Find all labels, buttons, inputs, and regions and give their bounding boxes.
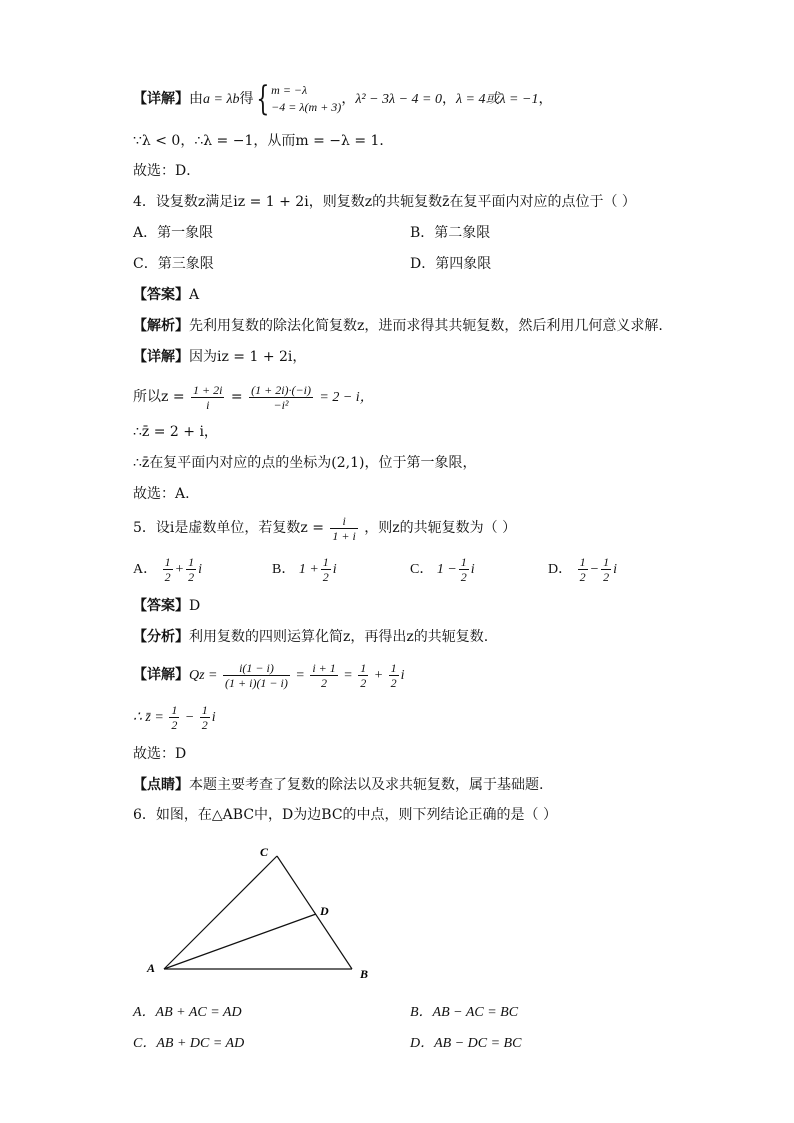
option-label: D． [548,562,573,577]
prev-detail-prefix: 由 [189,91,203,107]
fraction-denominator: 2 [579,570,586,585]
q5-conj-fraction-2 [200,703,210,732]
fraction-denominator: 2 [360,676,367,691]
fraction-numerator: 1 [171,703,178,718]
fraction-numerator: 1 [390,661,397,676]
q4-solution-line: 所以z = $\frac{1 + 2i}{i}$ = $\frac{(1 + 2i)\cdot(-i)}{\text{−i²}}$ = 2 − i， [133,382,374,412]
q5-detail-fraction-3 [358,661,368,690]
q5-conj-fraction-1 [169,703,179,732]
fraction-denominator: 2 [603,570,610,585]
prev-equation-2: λ = 4或λ = −1 [455,92,539,107]
fraction-numerator: 1 [460,555,467,570]
q4-detail-line [133,347,306,367]
prev-vector-relation: a = λb [203,92,240,107]
q4-conjugate: ∴z̄ = 2 + i， [133,424,218,440]
option-fraction-2 [321,555,331,584]
q5-choice: 故选：D [133,746,187,762]
fraction-denominator: 2 [460,570,467,585]
q4-so-prefix: 所以z = [133,389,185,405]
fraction-denominator: i [206,397,210,412]
q4-fraction-2 [249,383,313,412]
q5-answer: D [189,598,201,614]
q4-choice: 故选：A. [133,486,190,502]
prev-line-2: ∵λ < 0，∴λ = −1，从而m = −λ = 1． [133,133,394,149]
option-fraction-1 [163,555,173,584]
vertex-label-a: A [147,961,156,975]
detail-tag: 【详解】 [133,91,189,107]
option-unit: i [332,562,337,577]
q6-stem: 6．如图，在△ABC中，D为边BC的中点，则下列结论正确的是（ ） [133,807,557,823]
system-brace: { [255,79,269,119]
q5-stem-suffix: ，则z的共轭复数为（ ） [364,520,517,536]
fraction-numerator: 1 [201,703,208,718]
q4-answer: A [189,287,200,303]
option-label: B． [272,562,296,577]
q4-analysis: 先利用复数的除法化简复数z，进而求得其共轭复数，然后利用几何意义求解. [189,318,663,334]
vertex-label-b: B [360,967,369,981]
analysis-tag: 【分析】 [133,629,189,645]
q5-stem [133,513,516,543]
option-fraction-2 [601,555,611,584]
q5-stem-fraction [330,514,357,543]
fraction-denominator: (1 + i)(1 − i) [225,676,288,691]
option-prefix: 1 + [298,562,319,577]
q4-detail: 因为iz = 1 + 2i， [189,349,307,365]
q5-stem-prefix: 5．设i是虚数单位，若复数z = [133,520,324,536]
q4-so-result: = 2 − i， [319,390,374,405]
prev-choice: 故选：D． [133,163,201,179]
fraction-denominator: 2 [171,718,178,733]
fraction-denominator: 2 [201,718,208,733]
q5-detail-prefix: Qz = [189,668,218,683]
q6-option-c: C．AB + DC = AD [133,1036,245,1051]
fraction-numerator: (1 + 2i)·(−i) [251,382,311,397]
q6-option-b: B．AB − AC = BC [410,1005,519,1020]
fraction-denominator: 2 [322,570,329,585]
option-operator: − [589,562,600,577]
q4-option-a: A．第一象限 [133,225,214,241]
fraction-numerator: 1 [188,555,195,570]
option-prefix: 1 − [436,562,457,577]
prev-detail-de: 得 [239,91,254,107]
q5-conjugate-line: ∴ z̄ = $\frac{1}{2}$ − $\frac{1}{2}$ i [133,703,216,733]
q5-analysis: 利用复数的四则运算化简z，再得出z的共轭复数. [189,629,489,645]
triangle-figure [0,835,794,1015]
fraction-numerator: 1 [322,555,329,570]
fraction-numerator: 1 + 2i [193,382,223,397]
q5-answer-line [133,596,200,616]
fraction-numerator: 1 [360,661,367,676]
q4-option-b: B．第二象限 [410,225,491,241]
prev-equation-1: λ² − 3λ − 4 = 0 [355,92,442,107]
fraction-denominator: 1 + i [332,528,356,543]
fraction-numerator: i(1 − i) [223,661,290,676]
median-ad [164,914,316,969]
q5-option-c [410,555,475,585]
q5-comment: 本题主要考查了复数的除法以及求共轭复数，属于基础题. [189,777,544,793]
option-unit: i [470,562,475,577]
side-bc [277,856,352,969]
equation-system [271,82,341,116]
fraction-denominator: −i² [273,397,289,412]
fraction-denominator: 2 [321,676,328,691]
option-unit: i [613,562,617,577]
q5-detail-fraction-4 [389,661,399,690]
q6-option-a: A．AB + AC = AD [133,1005,242,1020]
fraction-numerator: 1 [579,555,586,570]
q4-option-c: C．第三象限 [133,256,214,272]
q4-option-d: D．第四象限 [410,256,492,272]
detail-tag: 【详解】 [133,667,189,683]
option-fraction-2 [459,555,469,584]
fraction-denominator: 2 [164,570,171,585]
q4-answer-line [133,285,199,305]
q5-comment-line [133,775,543,795]
option-unit: i [198,562,202,577]
fraction-numerator: i [330,514,357,529]
q5-option-b [272,555,337,585]
q5-analysis-line [133,627,488,647]
q5-detail-fraction-1 [223,661,290,690]
q4-point: ∴z̄在复平面内对应的点的坐标为(2,1)，位于第一象限， [133,455,477,471]
q4-analysis-line [133,316,663,336]
vertex-label-d: D [320,904,329,918]
option-fraction-1 [578,555,588,584]
prev-detail-line: 【详解】由a = λb得{ m = −λ −4 = λ(m + 3) ，λ² − 3λ − 4 = 0，λ = 4或λ = −1， [133,79,553,119]
fraction-numerator: 1 [164,555,171,570]
fraction-numerator: 1 [603,555,610,570]
option-label: A． [133,562,158,577]
q5-detail-fraction-2 [310,661,337,690]
side-ac [164,856,277,969]
q5-option-d [548,555,617,585]
q5-conj-prefix: ∴ z̄ = [133,710,164,725]
option-label: C． [410,562,434,577]
answer-tag: 【答案】 [133,598,189,614]
analysis-tag: 【解析】 [133,318,189,334]
system-line-1: m = −λ [271,83,308,97]
system-line-2: −4 = λ(m + 3) [271,100,342,114]
q4-fraction-1 [191,383,224,412]
q4-stem: 4．设复数z满足iz = 1 + 2i，则复数z的共轭复数z̄在复平面内对应的点位于（ ） [133,194,636,210]
fraction-denominator: 2 [188,570,195,585]
option-operator: + [174,562,185,577]
detail-tag: 【详解】 [133,349,189,365]
answer-tag: 【答案】 [133,287,189,303]
option-fraction-2 [186,555,196,584]
q6-option-d: D．AB − DC = BC [410,1036,522,1051]
q5-option-a [133,555,202,585]
q5-detail-line: 【详解】Qz = $\frac{i(1 - i)}{(1 + i)(1 - i)}$ = $\frac{i + 1}{2}$ = $\frac{1}{2}$ + $\frac{1}{2}$ i [133,661,405,691]
fraction-numerator: i + 1 [312,661,336,676]
fraction-denominator: 2 [390,676,397,691]
vertex-label-c: C [260,845,269,859]
comment-tag: 【点睛】 [133,777,189,793]
